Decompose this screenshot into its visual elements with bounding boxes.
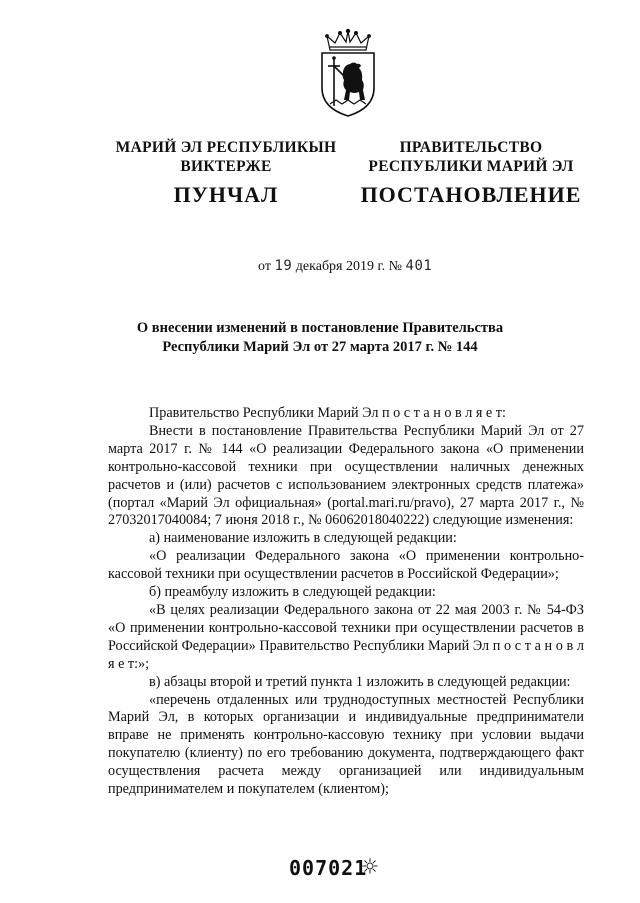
document-body: [108, 405, 584, 799]
serial-number: 007021: [289, 856, 368, 880]
header-left-line1: МАРИЙ ЭЛ РЕСПУБЛИКЫН: [115, 139, 337, 156]
document-title: [110, 319, 530, 357]
header-right: [356, 138, 586, 176]
header-right-line1: ПРАВИТЕЛЬСТВО: [399, 139, 543, 156]
body-paragraph: Правительство Республики Марий Эл п о с т а н о в л я е т:: [149, 405, 506, 421]
body-paragraph: б) преамбулу изложить в следующей редакции:: [149, 584, 436, 601]
document-title-line1: О внесении изменений в постановление Правительства: [136, 320, 504, 336]
body-paragraph: «перечень отдаленных или труднодоступных местностей Республики Марий Эл, в которых организации и индивидуальные предприниматели вправе не применять контрольно-кассовую технику при условии выдачи покупателю (клиенту) по его требованию документа, подтверждающего факт осуществления расчета между организацией или индивидуальным предпринимателем и покупателем (клиентом);: [108, 691, 584, 798]
date-day: 19: [274, 258, 293, 274]
body-paragraph: в) абзацы второй и третий пункта 1 изложить в следующей редакции:: [149, 673, 571, 690]
date-prefix: от: [258, 259, 271, 274]
body-paragraph: Внести в постановление Правительства Республики Марий Эл от 27 марта 2017 г. № 144 «О реализации Федерального закона «О применении контрольно-кассовой техники при осуществлении наличных денежных расчетов и (или) расчетов с использованием электронных средств платежа» (портал «Марий Эл официальная» (portal.mari.ru/pravo), 27 марта 2017 г., № 27032017040084; 7 июня 2018 г., № 06062018040222) следующие изменения:: [108, 422, 584, 529]
document-number: 401: [405, 258, 433, 274]
coat-of-arms-emblem: [316, 28, 380, 118]
body-paragraph: а) наименование изложить в следующей редакции:: [149, 530, 457, 547]
body-paragraph: «В целях реализации Федерального закона от 22 мая 2003 г. № 54-ФЗ «О применении контрольно-кассовой техники при осуществлении расчетов в Российской Федерации» Правительство Республики Марий Эл п о с т а н о в л я е т:»;: [108, 601, 584, 672]
header-left-title: ПУНЧАЛ: [173, 182, 279, 207]
header-left-line2: ВИКТЕРЖЕ: [180, 158, 272, 175]
document-title-line2: Республики Марий Эл от 27 марта 2017 г. № 144: [162, 339, 478, 355]
date-month-year: декабря 2019 г. №: [295, 259, 403, 274]
document-date-line: [258, 258, 432, 275]
header-right-title: ПОСТАНОВЛЕНИЕ: [360, 182, 582, 207]
header-left: [92, 138, 360, 176]
header-right-line2: РЕСПУБЛИКИ МАРИЙ ЭЛ: [368, 158, 574, 175]
body-paragraph: «О реализации Федерального закона «О применении контрольно-кассовой техники при осуществлении расчетов в Российской Федерации»;: [108, 548, 584, 583]
ornament-icon: [362, 858, 378, 874]
